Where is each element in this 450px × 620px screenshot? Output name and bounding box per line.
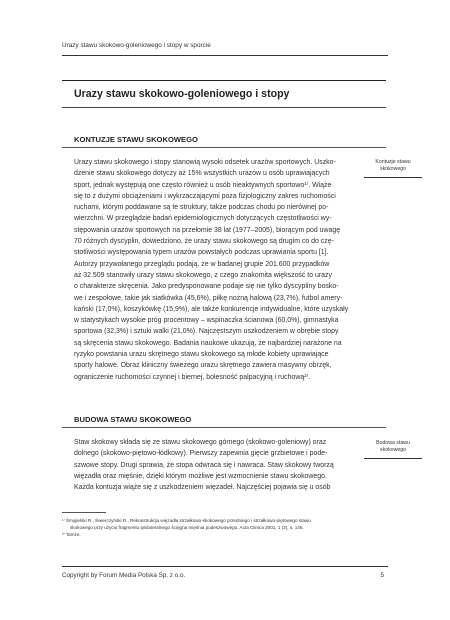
- section-heading-budowa: BUDOWA STAWU SKOKOWEGO: [74, 415, 192, 424]
- side-note-line: skokowego: [380, 166, 406, 172]
- paragraph-line: stotliwości występowania typem urazów powstałych podczas uprawiania sportu [1].: [74, 249, 329, 257]
- paragraph-line: dzenie stawu skokowego dotyczy aż 15% wszystkich urazów u osób uprawiających: [74, 170, 330, 178]
- section-heading-rule: [62, 427, 386, 428]
- copyright-text: Copyright by Forum Media Polska Sp. z o.o.: [62, 572, 186, 579]
- side-note-rule: [364, 177, 422, 178]
- paragraph-line: więzadła oraz mięśnie, dzięki którym możliwe jest wzmocnienie stawu skokowego.: [74, 472, 327, 480]
- side-note-line: Budowa stawu: [376, 440, 410, 446]
- title-rule-top: [62, 80, 386, 81]
- page-title: Urazy stawu skokowo-goleniowego i stopy: [74, 88, 290, 100]
- paragraph-line: się to z dużymi obciążeniami i wykrzaczającymi poza fizjologiczny zakres ruchomości: [74, 192, 336, 200]
- paragraph-line: 70 różnych dyscyplin, dowiedziono, że urazy stawu skokowego są drugim co do czę-: [74, 238, 334, 246]
- paragraph-line: sportowa (32,3%) i sztuki walki (21,0%). Najczęstszym uszkodzeniem w obrębie stopy: [74, 328, 339, 336]
- paragraph-line: ruchami, którym poddawane są te struktury, także podczas chodu po nierównej po-: [74, 204, 329, 212]
- paragraph-line: sporty halowe. Obraz kliniczny świeżego urazu skrętnego zawiera masywny obrzęk,: [74, 362, 332, 370]
- side-note-line: Kontuzje stawu: [375, 159, 411, 165]
- paragraph-line: są skręcenia stawu skokowego. Badania naukowe ukazują, że najbardziej narażone na: [74, 339, 342, 347]
- side-note-budowa: [368, 440, 418, 454]
- footnote-rule: [62, 512, 106, 513]
- paragraph-line: o charakterze skręcenia. Jako predysponowane podaje się nie tylko dyscypliny bosko-: [74, 283, 339, 291]
- body-paragraph-budowa: [74, 437, 360, 493]
- paragraph-line: szwowe stopy. Drugi sprawia, że stopa odwraca się i nawraca. Staw skokowy tworzą: [74, 461, 334, 469]
- section-heading-kontuzje: KONTUZJE STAWU SKOKOWEGO: [74, 135, 198, 144]
- paragraph-line: we i zespołowe, takie jak siatkówka (45,6%), piłkę nożną halową (23,7%), futbol amery-: [74, 294, 343, 302]
- paragraph-line: stępowania urazów sportowych na przełomie 38 lat (1977–2005), biorącym pod uwagę: [74, 226, 341, 234]
- side-note-kontuzje: [368, 159, 418, 173]
- paragraph-line: Urazy stawu skokowego i stopy stanowią wysoki odsetek urazów sportowych. Uszko-: [74, 159, 336, 166]
- paragraph-line: w statystykach wysokie próg procentowy – wspinaczka ścianowa (60,0%), gimnastyka: [74, 317, 339, 325]
- footnote-line: ²⁾ Tamże.: [62, 532, 81, 537]
- side-note-line: skokowego: [380, 447, 406, 453]
- paragraph-line: aż 32.509 stanowiły urazy stawu skokowego, z czego znakomita większość to urazy: [74, 271, 332, 279]
- footnote-line: ¹⁾ Śmigielski R., Świerczyński R., Rekonstrukcja więzadła strzałkowo-skokowego przedniego i strzałkowo-piętowego stawu: [62, 518, 311, 523]
- paragraph-line: Staw skokowy składa się ze stawu skokowego górnego (skokowo-goleniowy) oraz: [74, 439, 327, 446]
- paragraph-line: Każda kontuzja wiąże się z uszkodzeniem więzadeł. Najczęściej pojawia się u osób: [74, 484, 331, 492]
- side-note-rule: [364, 458, 422, 459]
- paragraph-line: dolnego (skokowo-piętowo-łódkowy). Pierwszy zapewnia gięcie grzbietowe i pode-: [74, 450, 328, 458]
- footnote-line: skokowego przy użyciu fragmentu ipsilateralnego ścięgna mięśnia podeszwowego. Acta Clinica 2001, 1 (2), s. 146.: [70, 525, 304, 530]
- title-rule-bottom: [62, 107, 386, 108]
- paragraph-line: sport, jednak występują one często również u osób nieaktywnych sportowo¹⁾. Wiąże: [74, 181, 332, 189]
- header-rule: [62, 55, 388, 56]
- paragraph-line: ograniczenie ruchomości czynnej i biernej, bolesność palpacyjną i ruchową²⁾.: [74, 373, 311, 381]
- page-number: 5: [380, 572, 384, 579]
- paragraph-line: ryzyko powstania urazu skrętnego stawu skokowego są młode kobiety uprawiające: [74, 351, 329, 359]
- running-header: Urazy stawu skokowo-goleniowego i stopy w sporcie: [62, 42, 211, 49]
- section-heading-rule: [62, 147, 386, 148]
- paragraph-line: kański (17,0%), koszykówkę (15,9%), ale także konkurencje indywidualne, które uzyskały: [74, 305, 349, 313]
- footer-rule: [62, 566, 388, 567]
- body-paragraph-kontuzje: [74, 157, 360, 383]
- paragraph-line: wierzchni. W przeglądzie badań epidemiologicznych dotyczących częstotliwości wy-: [74, 215, 332, 223]
- footnotes: [62, 517, 392, 538]
- paragraph-line: Autorzy przywołanego przeglądu podają, że w badanej grupie 201.600 przypadków: [74, 260, 330, 268]
